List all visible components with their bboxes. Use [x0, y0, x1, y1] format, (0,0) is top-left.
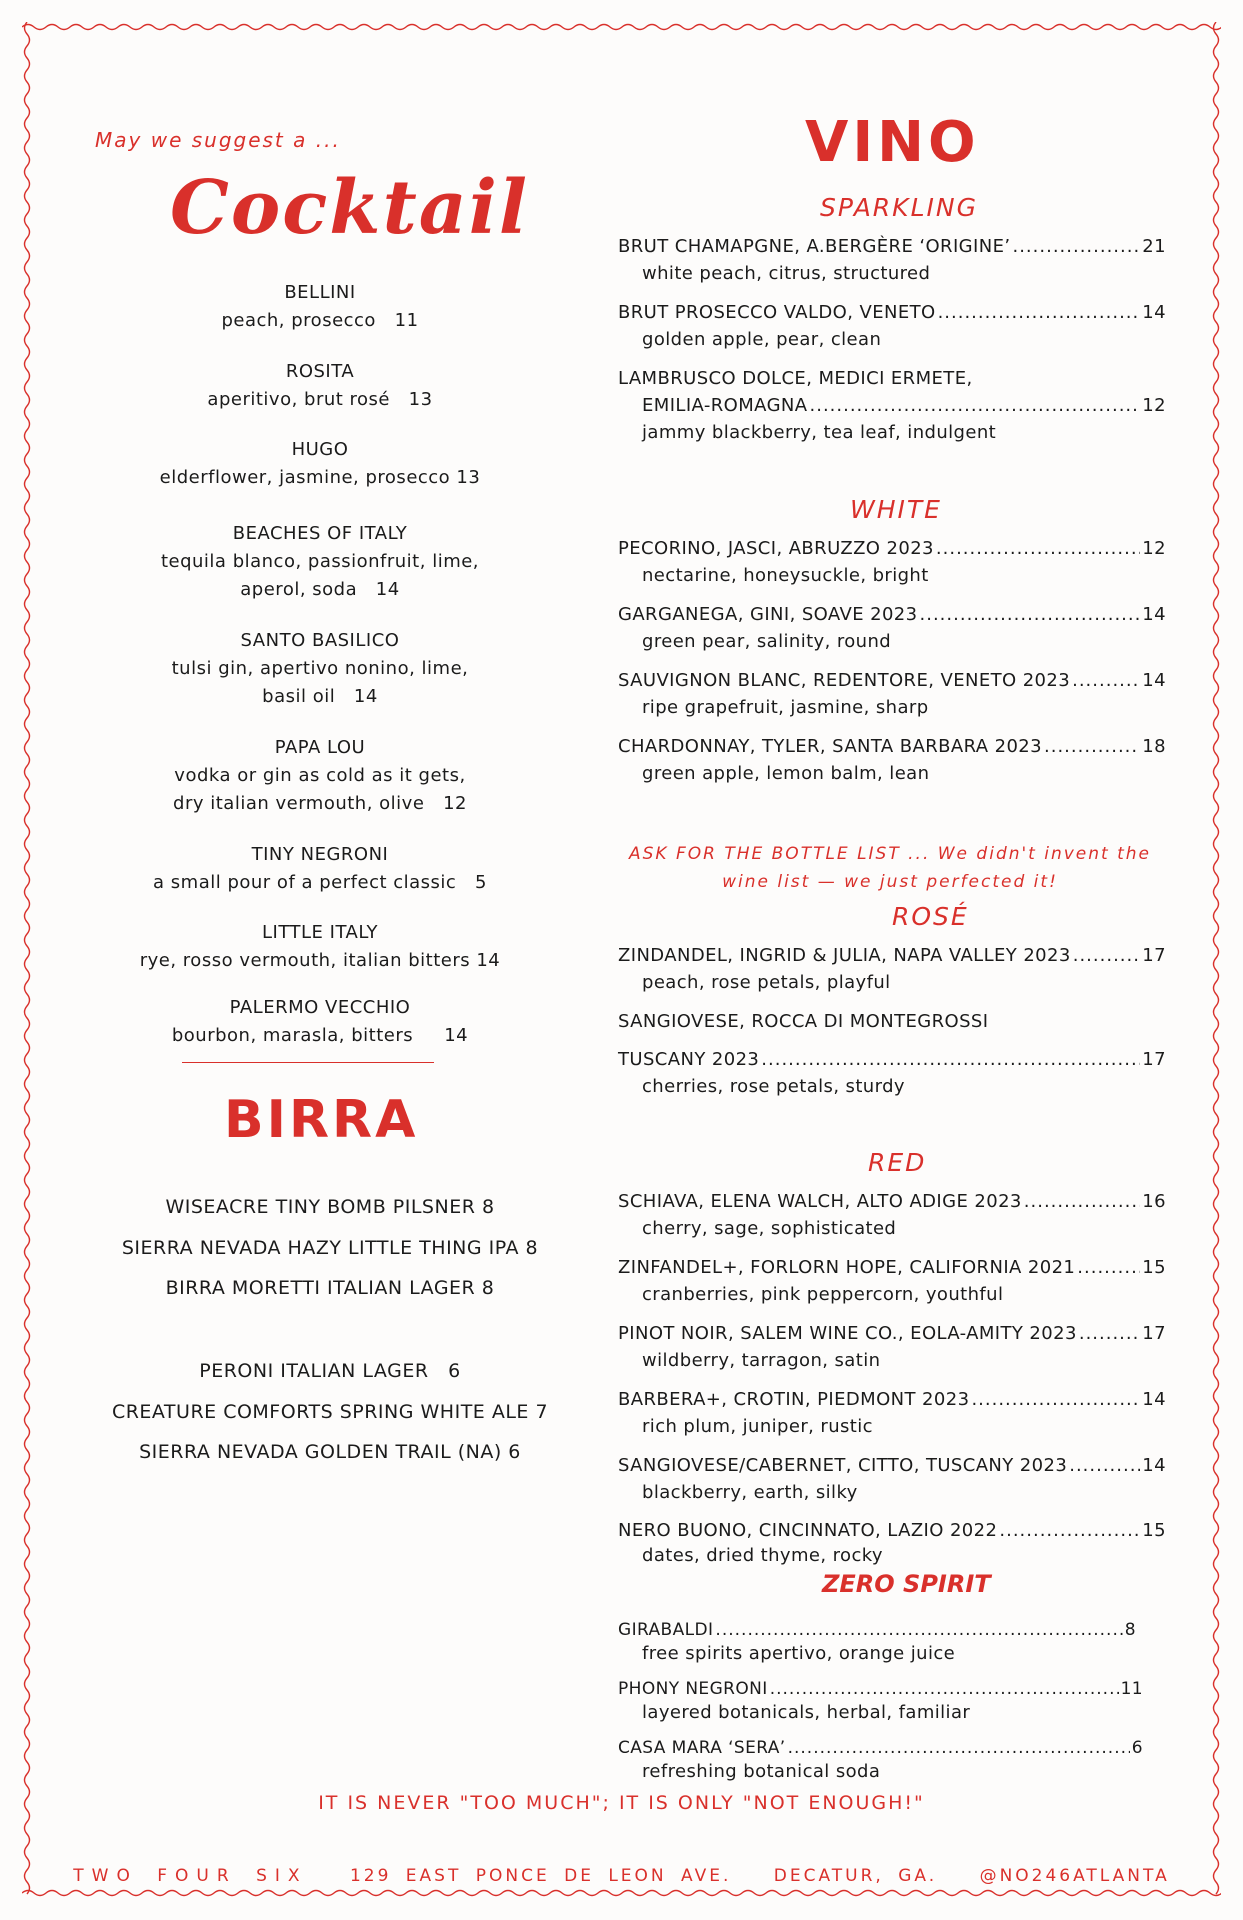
wine-desc: green apple, lemon balm, lean [642, 763, 930, 784]
wine-desc: peach, rose petals, playful [642, 972, 891, 993]
cocktail-desc: aperitivo, brut rosé 13 [207, 389, 433, 410]
wine-item [618, 365, 1166, 446]
cocktail-name: PAPA LOU [274, 737, 366, 758]
wine-name: PECORINO, JASCI, ABRUZZO 2023 [618, 538, 934, 559]
drink-name: CASA MARA ‘SERA’ [618, 1738, 786, 1758]
wine-name: GARGANEGA, GINI, SOAVE 2023 [618, 604, 918, 625]
drink-desc: layered botanicals, herbal, familiar [642, 1702, 971, 1723]
drink-price: 6 [1131, 1738, 1143, 1758]
wine-name: BRUT CHAMAPGNE, A.BERGÈRE ‘ORIGINE’ [618, 236, 1011, 257]
wine-name: SCHIAVA, ELENA WALCH, ALTO ADIGE 2023 [618, 1191, 1022, 1212]
cocktail-name: BELLINI [284, 282, 356, 303]
wine-price: 17 [1142, 1049, 1166, 1070]
cocktail-item [120, 520, 520, 604]
cocktail-name: SANTO BASILICO [240, 630, 400, 651]
cocktail-name: HUGO [291, 439, 349, 460]
wine-name: ZINFANDEL+, FORLORN HOPE, CALIFORNIA 2021 [618, 1257, 1076, 1278]
drink-desc: free spirits apertivo, orange juice [642, 1643, 956, 1664]
cocktail-item [120, 279, 520, 335]
cocktail-desc: elderflower, jasmine, prosecco 13 [159, 467, 481, 488]
wine-item [618, 601, 1166, 655]
wine-item [618, 733, 1166, 787]
wine-price: 17 [1142, 1323, 1166, 1344]
vino-heading: VINO [805, 110, 980, 175]
cocktail-item [120, 841, 520, 897]
wine-price: 16 [1142, 1191, 1166, 1212]
wine-price: 15 [1142, 1257, 1166, 1278]
wine-price: 21 [1142, 236, 1166, 257]
beer-item: SIERRA NEVADA GOLDEN TRAIL (NA) 6 [139, 1441, 521, 1463]
wine-item [618, 1452, 1166, 1506]
cocktail-name: PALERMO VECCHIO [229, 997, 411, 1018]
red-heading: RED [868, 1148, 927, 1177]
wine-item [618, 535, 1166, 589]
drink-price: 11 [1120, 1679, 1143, 1699]
top-border [22, 22, 1221, 32]
cocktail-name: BEACHES OF ITALY [232, 523, 408, 544]
cocktail-item [120, 994, 520, 1050]
drink-name: PHONY NEGRONI [618, 1679, 768, 1699]
wine-item [618, 1320, 1166, 1374]
wine-item [618, 299, 1166, 353]
cocktail-desc: a small pour of a perfect classic 5 [153, 872, 487, 893]
beer-item: WISEACRE TINY BOMB PILSNER 8 [165, 1196, 495, 1218]
cocktail-heading: Cocktail [170, 165, 529, 251]
wine-desc: green pear, salinity, round [642, 631, 892, 652]
wine-name: CHARDONNAY, TYLER, SANTA BARBARA 2023 [618, 736, 1043, 757]
wine-price: 15 [1142, 1520, 1166, 1541]
wine-price: 14 [1142, 1389, 1166, 1410]
beer-item: CREATURE COMFORTS SPRING WHITE ALE 7 [111, 1401, 549, 1423]
wine-item [618, 942, 1166, 996]
beer-item: PERONI ITALIAN LAGER 6 [199, 1360, 461, 1382]
cocktail-desc: dry italian vermouth, olive 12 [173, 793, 467, 814]
bottle-note-line2: wine list — we just perfected it! [722, 872, 1058, 892]
cocktail-desc: rye, rosso vermouth, italian bitters 14 [139, 950, 501, 971]
cocktail-desc: tequila blanco, passionfruit, lime, [160, 551, 480, 572]
cocktail-item [120, 358, 520, 414]
wine-price: 12 [1142, 395, 1166, 416]
wine-price: 14 [1142, 302, 1166, 323]
wine-item [618, 1188, 1166, 1242]
wine-name: SAUVIGNON BLANC, REDENTORE, VENETO 2023 [618, 670, 1071, 691]
wine-desc: jammy blackberry, tea leaf, indulgent [642, 422, 997, 443]
wine-item [618, 1677, 1143, 1725]
wine-desc: cherries, rose petals, sturdy [642, 1076, 905, 1097]
rose-heading: ROSÉ [892, 902, 969, 931]
footer-name: TWO FOUR SIX [73, 1866, 308, 1886]
cocktail-desc: peach, prosecco 11 [221, 310, 419, 331]
cocktail-item [120, 919, 520, 975]
cocktail-desc: basil oil 14 [262, 686, 378, 707]
drink-name: GIRABALDI [618, 1620, 714, 1640]
footer-address: 129 EAST PONCE DE LEON AVE. [349, 1866, 732, 1886]
wine-item [618, 1254, 1166, 1308]
bottle-list-note [620, 840, 1160, 896]
wine-desc: golden apple, pear, clean [642, 329, 882, 350]
beer-item: SIERRA NEVADA HAZY LITTLE THING IPA 8 [121, 1237, 539, 1259]
wine-name-line1: SANGIOVESE, ROCCA DI MONTEGROSSI [618, 1011, 989, 1032]
wine-price: 14 [1142, 1455, 1166, 1476]
cocktail-name: TINY NEGRONI [251, 844, 389, 865]
cocktail-desc: tulsi gin, apertivo nonino, lime, [171, 658, 469, 679]
wine-price: 14 [1142, 604, 1166, 625]
wine-desc: cherry, sage, sophisticated [642, 1218, 897, 1239]
wine-desc: white peach, citrus, structured [642, 263, 931, 284]
wine-item [618, 233, 1166, 287]
white-heading: WHITE [850, 495, 942, 524]
left-border [22, 22, 32, 1898]
wine-name: SANGIOVESE/CABERNET, CITTO, TUSCANY 2023 [618, 1455, 1068, 1476]
wine-desc: blackberry, earth, silky [642, 1482, 858, 1503]
wine-item [618, 1008, 1166, 1100]
wine-price: 14 [1142, 670, 1166, 691]
wine-item [618, 667, 1166, 721]
wine-desc: wildberry, tarragon, satin [642, 1350, 881, 1371]
wine-item [618, 1518, 1166, 1568]
sparkling-heading: SPARKLING [820, 193, 978, 222]
wine-name: NERO BUONO, CINCINNATO, LAZIO 2022 [618, 1520, 998, 1541]
wine-item [618, 1618, 1136, 1666]
cocktail-name: LITTLE ITALY [262, 922, 378, 943]
cocktail-item [120, 627, 520, 711]
drink-desc: refreshing botanical soda [642, 1761, 881, 1782]
wine-name: TUSCANY 2023 [618, 1049, 760, 1070]
zero-spirit-heading: ZERO SPIRIT [822, 1570, 991, 1598]
bottom-border [22, 1888, 1221, 1898]
wine-price: 18 [1142, 736, 1166, 757]
beer-item: BIRRA MORETTI ITALIAN LAGER 8 [165, 1277, 495, 1299]
cocktail-item [120, 436, 520, 492]
wine-name: ZINDANDEL, INGRID & JULIA, NAPA VALLEY 2023 [618, 945, 1071, 966]
right-border [1211, 22, 1221, 1898]
wine-name: EMILIA-ROMAGNA [642, 395, 808, 416]
cocktail-desc: bourbon, marasla, bitters 14 [171, 1025, 469, 1046]
wine-desc: dates, dried thyme, rocky [642, 1545, 883, 1566]
cocktail-name: ROSITA [285, 361, 355, 382]
wine-item [618, 1386, 1166, 1440]
wine-desc: nectarine, honeysuckle, bright [642, 565, 929, 586]
birra-heading: BIRRA [224, 1090, 419, 1150]
wine-name: PINOT NOIR, SALEM WINE CO., EOLA-AMITY 2023 [618, 1323, 1077, 1344]
wine-price: 17 [1142, 945, 1166, 966]
tagline: IT IS NEVER "TOO MUCH"; IT IS ONLY "NOT ENOUGH!" [318, 1792, 925, 1814]
footer-city: DECATUR, GA. [773, 1866, 938, 1886]
wine-desc: ripe grapefruit, jasmine, sharp [642, 697, 929, 718]
footer-handle: @NO246ATLANTA [979, 1866, 1170, 1886]
cocktail-desc: vodka or gin as cold as it gets, [174, 765, 466, 786]
footer [0, 1866, 1243, 1886]
wine-price: 12 [1142, 538, 1166, 559]
wine-desc: cranberries, pink peppercorn, youthful [642, 1284, 1004, 1305]
section-divider [182, 1062, 434, 1063]
wine-name: BRUT PROSECCO VALDO, VENETO [618, 302, 936, 323]
cocktail-desc: aperol, soda 14 [240, 579, 400, 600]
drink-price: 8 [1124, 1620, 1136, 1640]
suggest-intro: May we suggest a ... [95, 128, 341, 152]
wine-item [618, 1736, 1143, 1784]
wine-name: BARBERA+, CROTIN, PIEDMONT 2023 [618, 1389, 970, 1410]
bottle-note-line1: ASK FOR THE BOTTLE LIST ... We didn't invent the [628, 844, 1152, 864]
wine-name-line1: LAMBRUSCO DOLCE, MEDICI ERMETE, [618, 368, 973, 389]
cocktail-item [120, 734, 520, 818]
wine-desc: rich plum, juniper, rustic [642, 1416, 873, 1437]
